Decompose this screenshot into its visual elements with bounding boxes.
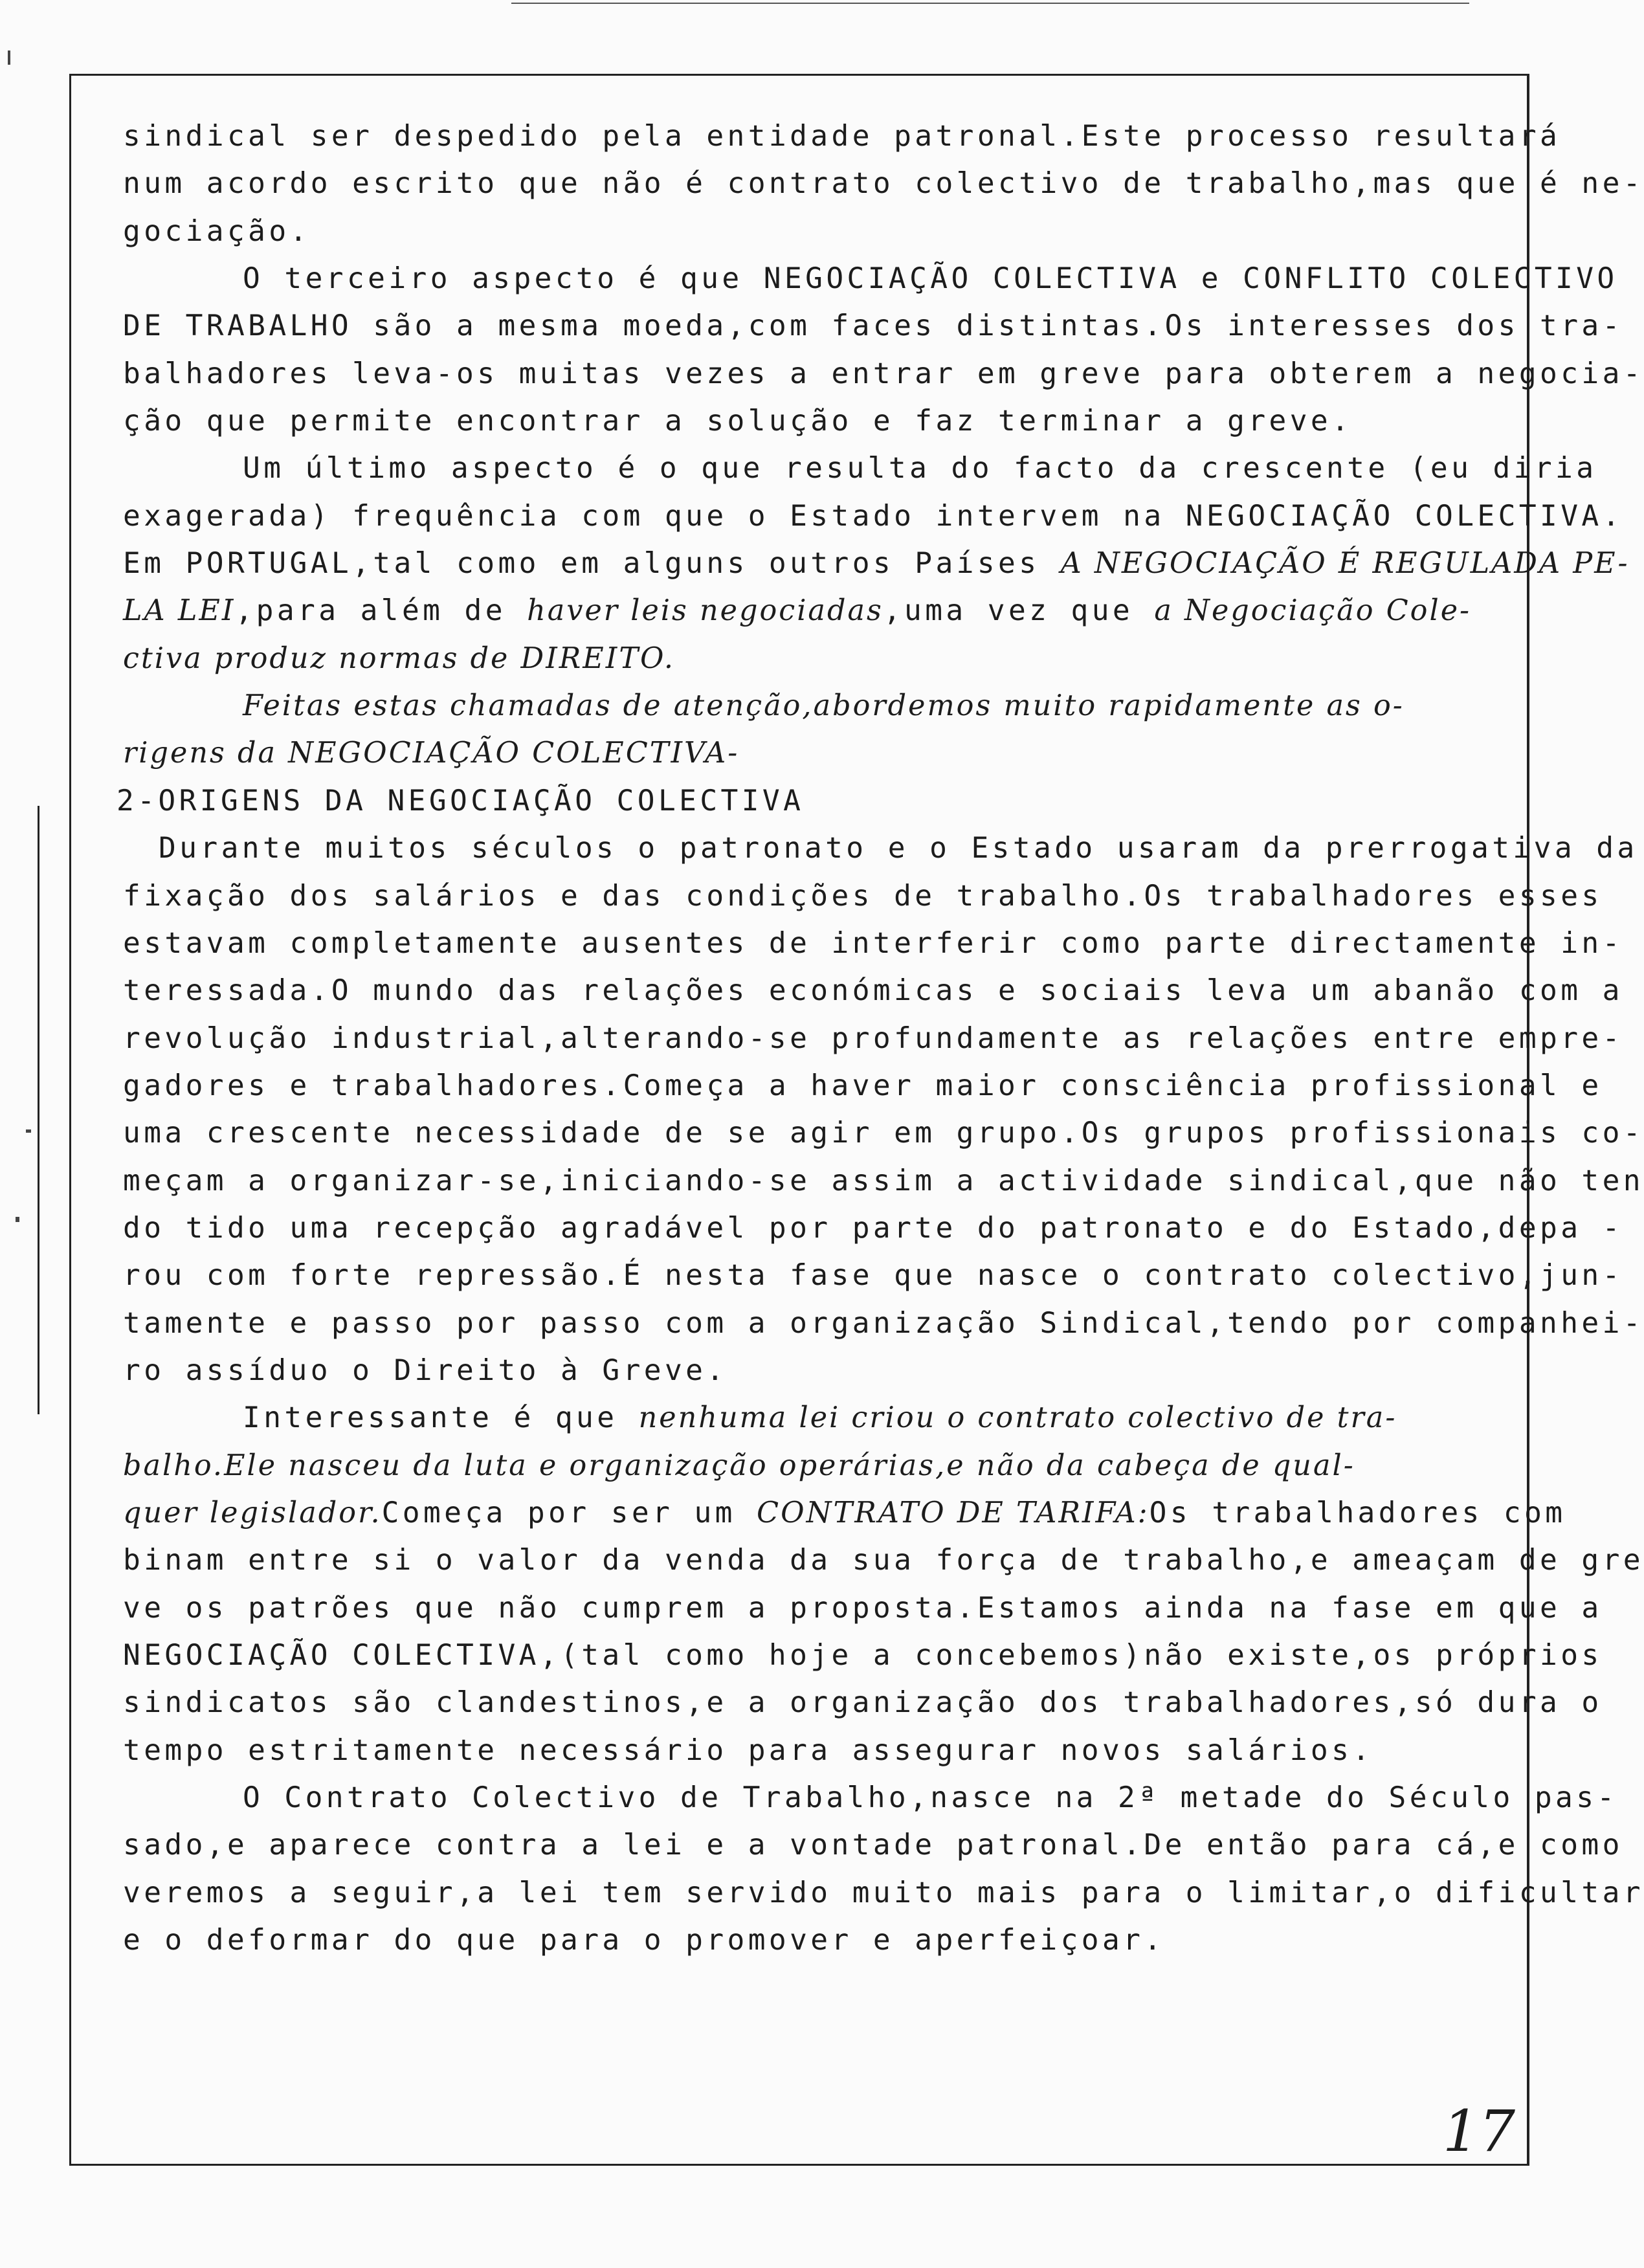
margin-mark [8, 50, 10, 65]
text-line [123, 1774, 1618, 1821]
text-line [123, 1727, 1515, 1774]
text-run: meçam a organizar-se,iniciando-se assim a actividade sindical,que não ten [123, 1164, 1644, 1197]
text-line [123, 255, 1618, 302]
text-run: ro assíduo o Direito à Greve. [123, 1353, 728, 1387]
text-run: balhadores leva-os muitas vezes a entrar em greve para obterem a negocia- [123, 357, 1644, 390]
text-run: num acordo escrito que não é contrato colectivo de trabalho,mas que é ne- [123, 167, 1644, 201]
text-line [123, 1252, 1623, 1299]
text-line [123, 1584, 1603, 1632]
page-number: 17 [1443, 2098, 1515, 2164]
text-run: estavam completamente ausentes de interferir como parte directamente in- [123, 926, 1623, 960]
text-run: O terceiro aspecto é que NEGOCIAÇÃO COLECTIVA e CONFLITO COLECTIVO [243, 262, 1618, 296]
italic-text: ctiva produz normas de DIREITO. [123, 641, 676, 675]
text-line [123, 967, 1623, 1014]
text-line [123, 587, 1515, 634]
text-line [123, 1157, 1644, 1205]
text-line [123, 1015, 1623, 1062]
text-run: ção que permite encontrar a solução e faz terminar a greve. [123, 405, 1353, 438]
text-line [123, 1632, 1603, 1679]
italic-text: LA LEI [123, 594, 236, 628]
text-run: binam entre si o valor da venda da sua força de trabalho,e ameaçam de gre [123, 1544, 1644, 1577]
italic-text: Feitas estas chamadas de atenção,abordemos muito rapidamente as o- [243, 689, 1405, 723]
italic-text: rigens da NEGOCIAÇÃO COLECTIVA- [123, 737, 740, 770]
text-run: tamente e passo por passo com a organização Sindical,tendo por companhei- [123, 1306, 1644, 1340]
section-heading [117, 777, 1515, 825]
italic-text: a Negociação Cole- [1154, 594, 1472, 628]
italic-text: haver leis negociadas [527, 594, 883, 628]
text-line [123, 1679, 1603, 1726]
italic-text: CONTRATO DE TARIFA: [757, 1496, 1150, 1529]
text-line [123, 113, 1561, 160]
text-run: uma crescente necessidade de se agir em grupo.Os grupos profissionais co- [123, 1117, 1644, 1150]
italic-text: nenhuma lei criou o contrato colectivo de tra- [638, 1401, 1397, 1435]
italic-text: balho.Ele nasceu da luta e organização operárias,e não da cabeça de qual- [123, 1449, 1355, 1482]
text-line [123, 729, 1515, 777]
text-run: gadores e trabalhadores.Começa a haver maior consciência profissional e [123, 1069, 1603, 1102]
text-run: rou com forte repressão.É nesta fase que nasce o contrato colectivo,jun- [123, 1259, 1623, 1293]
text-run: ,uma vez que [883, 594, 1155, 628]
text-run: ve os patrões que não cumprem a proposta.Estamos ainda na fase em que a [123, 1591, 1603, 1625]
text-run: NEGOCIAÇÃO COLECTIVA,(tal como hoje a concebemos)não existe,os próprios [123, 1639, 1603, 1672]
text-line [123, 635, 1515, 682]
text-line [123, 920, 1623, 967]
text-line [123, 540, 1630, 587]
margin-mark [26, 1129, 31, 1133]
text-line [123, 350, 1644, 397]
text-line [123, 682, 1515, 729]
text-run: 2-ORIGENS DA NEGOCIAÇÃO COLECTIVA [117, 784, 805, 817]
text-run: teressada.O mundo das relações económicas e sociais leva um abanão com a [123, 974, 1623, 1008]
text-line [123, 445, 1597, 492]
text-run: O Contrato Colectivo de Trabalho,nasce na 2ª metade do Século pas- [243, 1781, 1618, 1815]
text-line [123, 1489, 1566, 1537]
text-line [123, 1205, 1623, 1252]
text-line [123, 397, 1515, 445]
text-run: Os trabalhadores com [1149, 1496, 1566, 1529]
italic-text: quer legislador. [123, 1496, 382, 1529]
text-run: ,para além de [235, 594, 528, 628]
text-line [123, 1917, 1515, 1964]
text-line [123, 208, 1515, 255]
text-run: sindical ser despedido pela entidade patronal.Este processo resultará [123, 120, 1561, 153]
text-line [123, 1869, 1644, 1917]
top-rule [511, 3, 1469, 4]
text-line [123, 1109, 1644, 1157]
text-run: sindicatos são clandestinos,e a organização dos trabalhadores,só dura o [123, 1686, 1603, 1720]
margin-bracket [38, 806, 51, 1414]
text-run: Em PORTUGAL,tal como em alguns outros Países [123, 547, 1061, 581]
text-line [123, 1394, 1515, 1441]
margin-mark [16, 1217, 19, 1222]
document-body [117, 113, 1644, 1964]
text-line [123, 1442, 1515, 1489]
text-run: sado,e aparece contra a lei e a vontade patronal.De então para cá,e como [123, 1829, 1623, 1862]
page-frame [69, 74, 1644, 2166]
text-line [123, 302, 1623, 350]
italic-text: A NEGOCIAÇÃO É REGULADA PE- [1060, 547, 1630, 581]
text-line [123, 1537, 1644, 1584]
text-run: do tido uma recepção agradável por parte do patronato e do Estado,depa - [123, 1211, 1623, 1245]
text-run: Um último aspecto é o que resulta do facto da crescente (eu diria [243, 452, 1597, 485]
text-run: Começa por ser um [381, 1496, 757, 1529]
text-line [123, 160, 1644, 207]
text-run: e o deformar do que para o promover e aperfeiçoar. [123, 1924, 1165, 1957]
text-run: Durante muitos séculos o patronato e o Estado usaram da prerrogativa da [159, 832, 1638, 865]
text-line [123, 493, 1623, 540]
text-line [123, 825, 1638, 872]
text-run: fixação dos salários e das condições de trabalho.Os trabalhadores esses [123, 879, 1603, 913]
text-run: Interessante é que [243, 1401, 639, 1435]
text-line [123, 1347, 1515, 1394]
text-line [123, 1821, 1623, 1869]
text-line [123, 1062, 1603, 1109]
text-run: gociação. [123, 214, 311, 248]
text-run: revolução industrial,alterando-se profundamente as relações entre empre- [123, 1021, 1623, 1055]
text-run: DE TRABALHO são a mesma moeda,com faces distintas.Os interesses dos tra- [123, 309, 1623, 343]
text-line [123, 873, 1603, 920]
text-line [123, 1300, 1644, 1347]
text-run: tempo estritamente necessário para assegurar novos salários. [123, 1733, 1373, 1767]
text-run: veremos a seguir,a lei tem servido muito mais para o limitar,o dificultar [123, 1876, 1644, 1909]
text-run: exagerada) frequência com que o Estado intervem na NEGOCIAÇÃO COLECTIVA. [123, 499, 1623, 533]
